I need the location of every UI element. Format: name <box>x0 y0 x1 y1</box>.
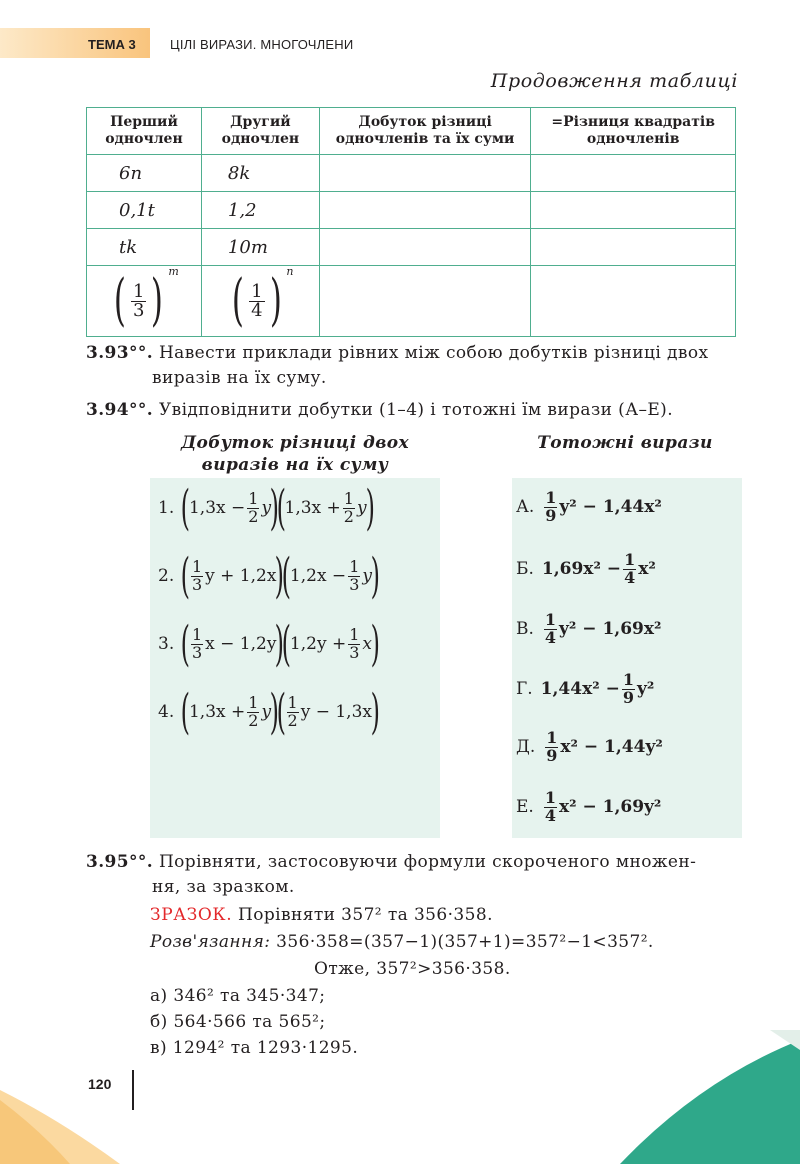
expr-var: y <box>362 566 372 586</box>
identity-item-e: Е. 1 4 x² − 1,69y² <box>516 788 662 825</box>
identity-item-d: Д. 1 9 x² − 1,44y² <box>516 728 663 765</box>
expr-part: y − 1,3x <box>300 702 372 722</box>
monomials-table <box>86 107 736 337</box>
header-difference-of-squares: =Різниця квадратів одночленів <box>531 108 736 155</box>
left-column-heading <box>150 432 440 476</box>
topic-number: ТЕМА 3 <box>88 37 136 52</box>
cell-second-fraction-power: ( $\frac{1}{4}$ ) $^n$ <box>201 266 319 337</box>
example-text: Порівняти 357² та 356·358. <box>238 905 493 925</box>
expr-part: 1,3x + <box>188 702 246 722</box>
table-header-row <box>87 108 736 155</box>
heading-line: виразів на їх суму <box>201 455 389 475</box>
cell-empty <box>531 229 736 266</box>
expr-var: y <box>261 498 272 518</box>
problem-3-95 <box>86 850 746 900</box>
cell-first: 6n <box>87 155 202 192</box>
item-label: 2. <box>158 566 175 586</box>
cell-second: 1,2 <box>201 192 319 229</box>
exercise-item-a: а) 346² та 345·347; <box>150 986 326 1006</box>
item-label: Г. <box>516 679 533 700</box>
item-label: Д. <box>516 737 536 758</box>
expr-part: y + 1,2x <box>205 566 277 586</box>
expr-var: y <box>261 702 272 722</box>
problem-text: Увідповіднити добутки (1–4) і тотожні їм вирази (А–Е). <box>158 400 674 420</box>
header-product: Добуток різниці одночленів та їх суми <box>319 108 531 155</box>
table-continuation-caption: Продовження таблиці <box>490 70 738 92</box>
expr-part: y² <box>636 679 655 700</box>
solution-text: 356·358=(357−1)(357+1)=357²−1<357². <box>276 932 654 952</box>
product-item-4: 4. ( 1,3x + $\frac{1}{2}$ y ) ( 1 2 y − 1,3x ) <box>158 684 381 740</box>
identity-item-h: Г. 1,44x² − $\frac{1}{9}$ y² <box>516 670 655 707</box>
solution-line <box>150 930 654 955</box>
expr-var: x <box>362 634 372 654</box>
cell-first: tk <box>87 229 202 266</box>
expr-part: 1,69x² − <box>541 559 622 580</box>
item-label: 3. <box>158 634 175 654</box>
problem-text: Навести приклади рівних між собою добутків різниці двох <box>158 343 709 363</box>
problem-number: 3.95°°. <box>86 852 154 872</box>
cell-first: 0,1t <box>87 192 202 229</box>
cell-empty <box>319 192 531 229</box>
expr-part: 1,3x − <box>188 498 246 518</box>
item-label: 4. <box>158 702 175 722</box>
problem-3-94 <box>86 398 746 423</box>
identity-item-v: В. 1 4 y² − 1,69x² <box>516 610 662 647</box>
expr-part: x − 1,2y <box>205 634 277 654</box>
expr-part: x² − 1,44y² <box>560 737 663 758</box>
expr-var: y <box>356 498 367 518</box>
topic-title: ЦІЛІ ВИРАЗИ. МНОГОЧЛЕНИ <box>170 37 354 52</box>
cell-empty <box>319 155 531 192</box>
expr-part: 1,44x² − <box>540 679 620 700</box>
page-number: 120 <box>88 1076 112 1092</box>
problem-number: 3.94°°. <box>86 400 154 420</box>
header-second-monomial: Другий одночлен <box>201 108 319 155</box>
cell-empty <box>531 266 736 337</box>
item-label: А. <box>516 497 535 518</box>
product-item-1: 1. ( 1,3x − $\frac{1}{2}$ y ) ( 1,3x + $\frac{1}{2}$ y ) <box>158 480 375 536</box>
cell-second: 8k <box>201 155 319 192</box>
product-item-2: 2. ( 1 3 y + 1,2x ) ( 1,2x − $\frac{1}{3}$ y ) <box>158 548 381 604</box>
problem-3-93 <box>86 341 746 391</box>
heading-line: Добуток різниці двох <box>180 433 410 453</box>
cell-empty <box>319 266 531 337</box>
cell-empty <box>531 155 736 192</box>
expr-part: x² − 1,69y² <box>558 797 662 818</box>
item-label: 1. <box>158 498 175 518</box>
table-row <box>87 229 736 266</box>
table-row <box>87 266 736 337</box>
exercise-item-b: б) 564·566 та 565²; <box>150 1012 326 1032</box>
cell-second: 10m <box>201 229 319 266</box>
product-item-3: 3. ( 1 3 x − 1,2y ) ( 1,2y + $\frac{1}{3}$ x ) <box>158 616 381 672</box>
identity-item-b: Б. 1,69x² − $\frac{1}{4}$ x² <box>516 550 656 587</box>
identities-panel <box>512 478 742 838</box>
expr-part: 1,2x − <box>289 566 347 586</box>
expr-part: x² <box>638 559 656 580</box>
problem-text-cont: виразів на їх суму. <box>152 368 327 388</box>
identity-item-a: А. 1 9 y² − 1,44x² <box>516 488 662 525</box>
solution-label: Розв'язання: <box>150 932 271 952</box>
expr-part: 1,2y + <box>289 634 347 654</box>
item-label: Е. <box>516 797 534 818</box>
expr-part: y² − 1,44x² <box>559 497 662 518</box>
exercise-item-c: в) 1294² та 1293·1295. <box>150 1038 359 1058</box>
table-row <box>87 192 736 229</box>
right-column-heading: Тотожні вирази <box>537 433 713 453</box>
expr-part: 1,3x + <box>284 498 341 518</box>
example-line <box>150 903 493 928</box>
expr-part: y² − 1,69x² <box>559 619 662 640</box>
table-row <box>87 155 736 192</box>
footer-divider <box>132 1070 134 1110</box>
example-label: ЗРАЗОК. <box>150 905 233 925</box>
cell-first-fraction-power: ( $\frac{1}{3}$ ) $^m$ <box>87 266 202 337</box>
cell-empty <box>319 229 531 266</box>
header-first-monomial: Перший одночлен <box>87 108 202 155</box>
conclusion-line: Отже, 357²>356·358. <box>314 959 511 979</box>
item-label: В. <box>516 619 534 640</box>
problem-number: 3.93°°. <box>86 343 154 363</box>
item-label: Б. <box>516 559 534 580</box>
problem-text: Порівняти, застосовуючи формули скороченого множен- <box>158 852 697 872</box>
cell-empty <box>531 192 736 229</box>
problem-text-cont: ня, за зразком. <box>152 877 295 897</box>
